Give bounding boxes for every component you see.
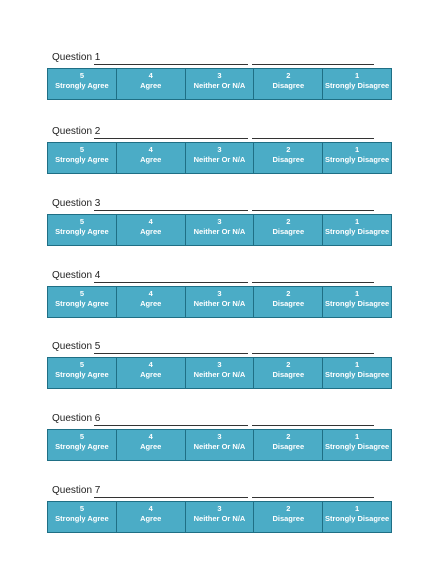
question-text-blank[interactable] [94,425,248,426]
question-text-blank[interactable] [94,353,248,354]
rating-number: 1 [355,360,360,369]
rating-number: 2 [286,71,291,80]
rating-number: 4 [148,360,153,369]
rating-number: 3 [217,71,222,80]
rating-label: Agree [140,81,162,90]
rating-label: Strongly Agree [55,442,109,451]
rating-option[interactable] [48,287,117,317]
question-extra-blank[interactable] [252,210,374,211]
rating-option[interactable] [186,69,255,99]
question-text-blank[interactable] [94,138,248,139]
rating-option[interactable] [323,215,391,245]
rating-label: Strongly Agree [55,514,109,523]
rating-option[interactable] [323,502,391,532]
rating-number: 2 [286,504,291,513]
rating-option[interactable] [254,143,323,173]
rating-scale [47,429,392,461]
question-label: Question 5 [52,341,101,352]
rating-option[interactable] [117,287,186,317]
rating-option[interactable] [323,430,391,460]
rating-label: Neither Or N/A [193,370,246,379]
rating-label: Disagree [272,370,305,379]
rating-scale [47,142,392,174]
rating-label: Strongly Agree [55,299,109,308]
rating-number: 5 [79,145,84,154]
rating-option[interactable] [186,502,255,532]
rating-option[interactable] [48,215,117,245]
question-label: Question 3 [52,198,101,209]
question-extra-blank[interactable] [252,138,374,139]
rating-label: Neither Or N/A [193,299,246,308]
question-text-blank[interactable] [94,64,248,65]
rating-option[interactable] [48,430,117,460]
rating-option[interactable] [254,358,323,388]
rating-number: 4 [148,217,153,226]
rating-label: Strongly Agree [55,155,109,164]
rating-number: 4 [148,432,153,441]
rating-number: 5 [79,504,84,513]
rating-option[interactable] [48,358,117,388]
question-label: Question 4 [52,270,101,281]
rating-label: Agree [140,514,162,523]
rating-number: 2 [286,145,291,154]
rating-label: Neither Or N/A [193,514,246,523]
rating-label: Strongly Agree [55,227,109,236]
rating-label: Disagree [272,299,305,308]
rating-scale [47,286,392,318]
question-label: Question 1 [52,52,101,63]
rating-option[interactable] [117,69,186,99]
rating-number: 5 [79,71,84,80]
rating-label: Agree [140,155,162,164]
rating-option[interactable] [186,143,255,173]
rating-number: 5 [79,432,84,441]
rating-label: Disagree [272,155,305,164]
question-extra-blank[interactable] [252,64,374,65]
rating-number: 5 [79,289,84,298]
rating-option[interactable] [48,502,117,532]
rating-option[interactable] [254,287,323,317]
rating-number: 1 [355,289,360,298]
rating-label: Strongly Disagree [324,227,390,236]
rating-option[interactable] [48,69,117,99]
rating-option[interactable] [323,287,391,317]
question-extra-blank[interactable] [252,425,374,426]
rating-label: Neither Or N/A [193,155,246,164]
question-text-blank[interactable] [94,210,248,211]
rating-label: Strongly Disagree [324,514,390,523]
rating-number: 1 [355,217,360,226]
rating-option[interactable] [117,143,186,173]
rating-label: Disagree [272,514,305,523]
question-label: Question 2 [52,126,101,137]
rating-number: 3 [217,360,222,369]
rating-label: Disagree [272,81,305,90]
rating-option[interactable] [323,358,391,388]
rating-option[interactable] [186,358,255,388]
rating-number: 1 [355,504,360,513]
rating-label: Disagree [272,227,305,236]
rating-number: 2 [286,432,291,441]
rating-scale [47,501,392,533]
question-extra-blank[interactable] [252,282,374,283]
rating-label: Neither Or N/A [193,442,246,451]
rating-label: Disagree [272,442,305,451]
question-extra-blank[interactable] [252,353,374,354]
rating-scale [47,68,392,100]
rating-label: Strongly Disagree [324,81,390,90]
rating-number: 3 [217,289,222,298]
rating-label: Strongly Agree [55,81,109,90]
rating-label: Strongly Disagree [324,155,390,164]
rating-number: 1 [355,71,360,80]
rating-option[interactable] [48,143,117,173]
rating-number: 4 [148,504,153,513]
rating-number: 3 [217,432,222,441]
rating-scale [47,214,392,246]
rating-option[interactable] [323,69,391,99]
rating-number: 4 [148,71,153,80]
rating-number: 1 [355,145,360,154]
rating-scale [47,357,392,389]
rating-option[interactable] [186,430,255,460]
rating-number: 3 [217,504,222,513]
rating-option[interactable] [323,143,391,173]
question-label: Question 7 [52,485,101,496]
rating-number: 4 [148,289,153,298]
rating-label: Strongly Disagree [324,299,390,308]
rating-number: 5 [79,217,84,226]
rating-label: Strongly Disagree [324,442,390,451]
rating-label: Agree [140,442,162,451]
rating-label: Strongly Agree [55,370,109,379]
rating-number: 5 [79,360,84,369]
rating-number: 2 [286,289,291,298]
rating-label: Strongly Disagree [324,370,390,379]
rating-number: 2 [286,217,291,226]
rating-label: Agree [140,299,162,308]
rating-label: Neither Or N/A [193,81,246,90]
rating-option[interactable] [254,215,323,245]
rating-option[interactable] [117,215,186,245]
rating-option[interactable] [117,430,186,460]
rating-option[interactable] [254,430,323,460]
rating-number: 3 [217,145,222,154]
question-text-blank[interactable] [94,282,248,283]
rating-label: Agree [140,227,162,236]
rating-option[interactable] [254,502,323,532]
rating-option[interactable] [186,287,255,317]
question-text-blank[interactable] [94,497,248,498]
rating-option[interactable] [254,69,323,99]
rating-number: 1 [355,432,360,441]
rating-number: 4 [148,145,153,154]
rating-number: 3 [217,217,222,226]
rating-option[interactable] [117,358,186,388]
question-extra-blank[interactable] [252,497,374,498]
rating-option[interactable] [117,502,186,532]
rating-number: 2 [286,360,291,369]
rating-label: Agree [140,370,162,379]
question-label: Question 6 [52,413,101,424]
rating-option[interactable] [186,215,255,245]
rating-label: Neither Or N/A [193,227,246,236]
